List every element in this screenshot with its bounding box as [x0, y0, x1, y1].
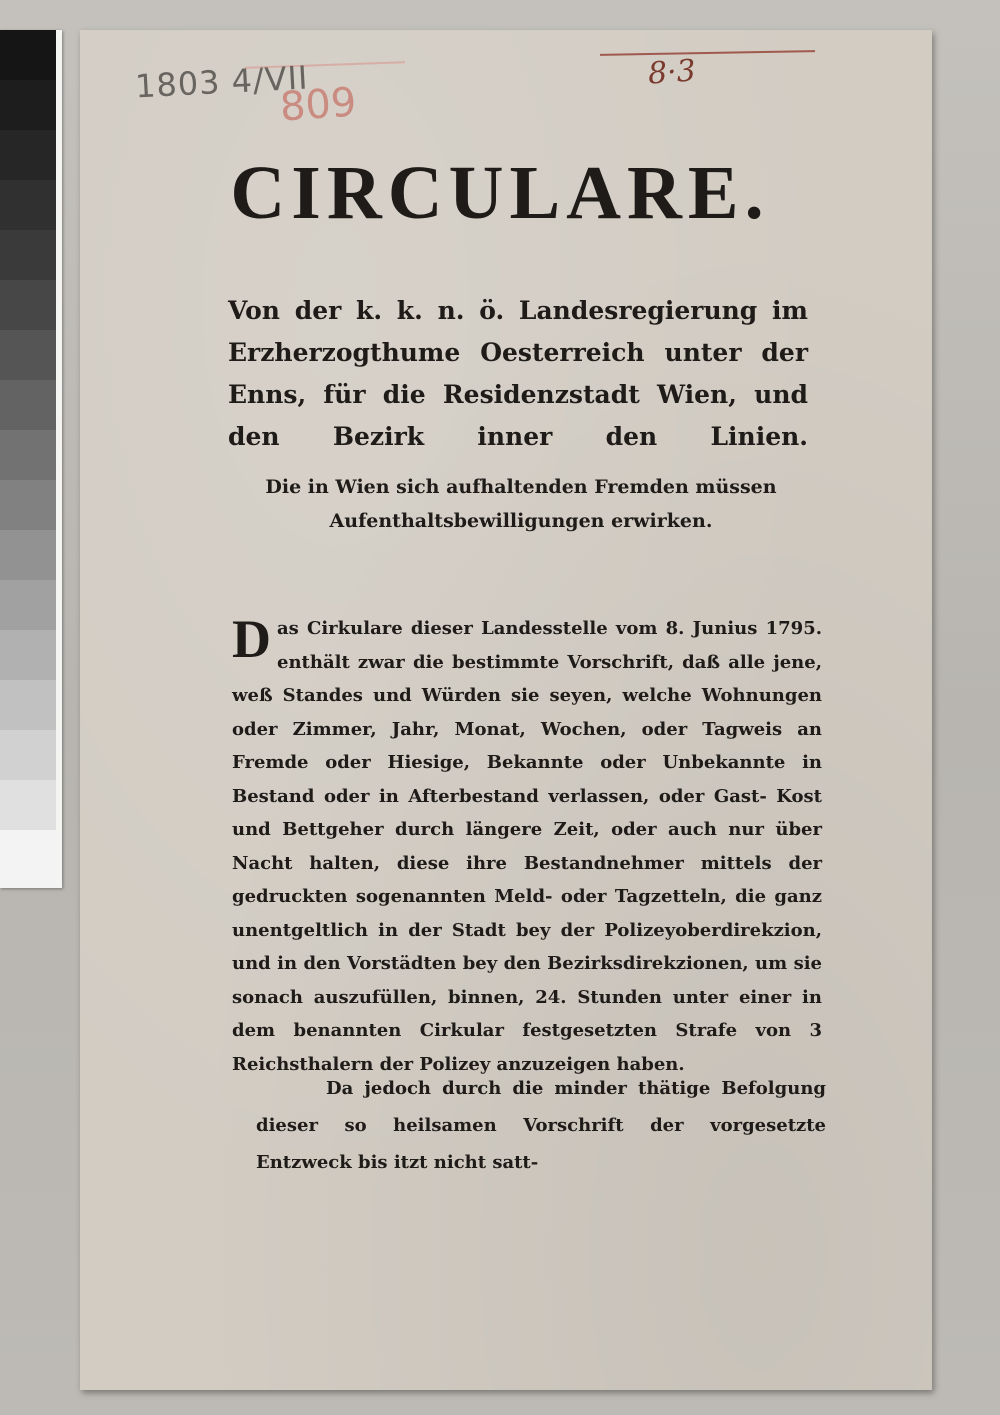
subject-heading: Die in Wien sich aufhaltenden Fremden müssen Aufenthaltsbewilligungen erwirken. — [265, 476, 777, 532]
gray-step — [0, 630, 56, 680]
body-paragraph-2: Da jedoch durch die minder thätige Befolgung dieser so heilsamen Vorschrift der vorgesetzte Entzweck bis itzt nicht satt- — [256, 1078, 826, 1173]
pencil-date-annotation: 1803 4/VII — [134, 58, 310, 106]
gray-step — [0, 30, 56, 80]
gray-step — [0, 730, 56, 780]
gray-step — [0, 230, 56, 280]
gray-step — [0, 330, 56, 380]
gray-step — [0, 80, 56, 130]
drop-cap: D — [232, 609, 271, 669]
gray-step — [0, 780, 56, 830]
issuing-authority: Von der k. k. n. ö. Landesregierung im Erzherzogthume Oesterreich unter der Enns, für die Residenzstadt Wien, und den Bezirk inner den Linien. — [228, 296, 808, 451]
gray-step — [0, 480, 56, 530]
ink-number-annotation: 8·3 — [646, 53, 697, 92]
gray-step — [0, 280, 56, 330]
gray-step — [0, 530, 56, 580]
gray-step — [0, 380, 56, 430]
gray-step — [0, 430, 56, 480]
gray-step — [0, 680, 56, 730]
red-pencil-number: 809 — [278, 79, 358, 131]
gray-step — [0, 580, 56, 630]
paragraph-1-text: as Cirkulare dieser Landesstelle vom 8. Junius 1795. enthält zwar die bestimmte Vorschrift, daß alle jene, weß Standes und Würden sie seyen, welche Wohnungen oder Zimmer, Jahr, Monat, Wochen, oder Tagweis an Fremde oder Hiesige, Bekannte oder Unbekannte in Bestand oder in Afterbestand verlassen, oder Gast- Kost und Bettgeher durch längere Zeit, oder auch nur über Nacht halten, diese ihre Bestandnehmer mittels der gedruckten sogenannten Meld- oder Tagzetteln, die ganz unentgeltlich in der Stadt bey der Polizeyoberdirekzion, und in den Vorstädten bey den Bezirksdirekzionen, um sie sonach auszufüllen, binnen, 24. Stunden unter einer in dem benannten Cirkular festgesetzten Strafe von 3 Reichsthalern der Polizey anzuzeigen haben. — [232, 618, 822, 1075]
document-title: CIRCULARE. — [230, 151, 770, 235]
body-paragraph-1 — [232, 609, 822, 1081]
gray-step — [0, 830, 56, 888]
